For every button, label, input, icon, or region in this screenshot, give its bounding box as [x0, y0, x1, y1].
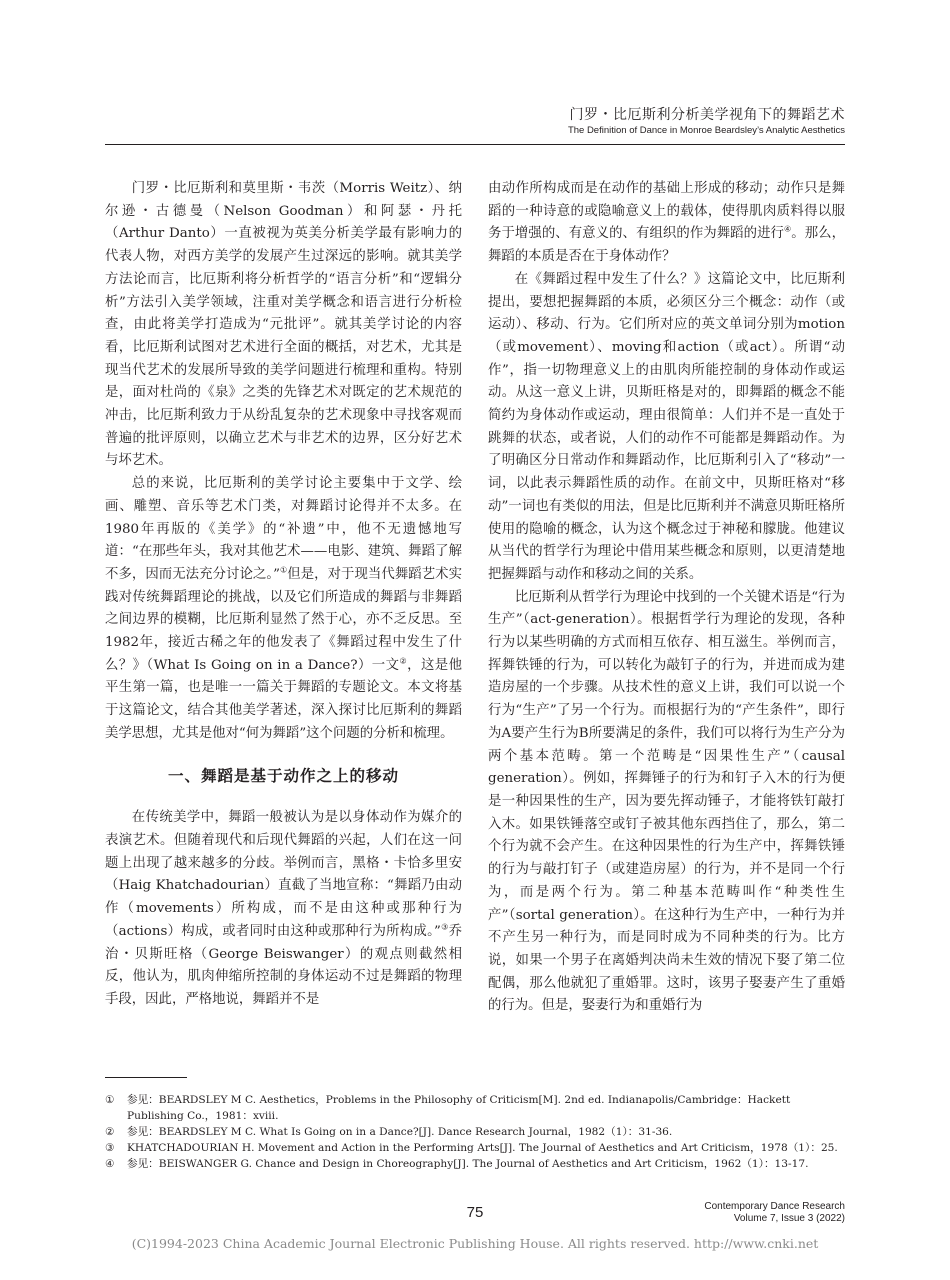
running-header-subtitle: The Definition of Dance in Monroe Beardsley’s Analytic Aesthetics — [567, 125, 845, 136]
right-column — [488, 178, 845, 1018]
footnote-text: 参见：BEISWANGER G. Chance and Design in Choreography[J]. The Journal of Aesthetics and Art Criticism，1962（1）：13-17. — [127, 1158, 809, 1170]
footnote-ref-2[interactable]: ② — [399, 656, 408, 666]
footnote-text: 参见：BEARDSLEY M C. What Is Going on in a Dance?[J]. Dance Research Journal，1982（1）：31-36. — [127, 1126, 673, 1138]
journal-name: Contemporary Dance Research — [704, 1201, 845, 1212]
paragraph-section-1: 在传统美学中，舞蹈一般被认为是以身体动作为媒介的表演艺术。但随着现代和后现代舞蹈的兴起，人们在这一问题上出现了越来越多的分歧。举例而言，黑格・卡恰多里安（Haig Khatchadourian）直截了当地宣称：“舞蹈乃由动作（movements）所构成，而不是由这种或那种行为（actions）构成，或者同时由这种或那种行为所构成。”③乔治・贝斯旺格（George Beiswanger）的观点则截然相反，他认为，肌肉伸缩所控制的身体运动不过是舞蹈的物理手段，因此，严格地说，舞蹈并不是 — [105, 810, 462, 1007]
footnote-text: KHATCHADOURIAN H. Movement and Action in the Performing Arts[J]. The Journal of Aesthetics and Art Criticism，1978（1）：25. — [127, 1142, 838, 1154]
footnote-text: 参见：BEARDSLEY M C. Aesthetics，Problems in the Philosophy of Criticism[M]. 2nd ed. Indianapolis/Cambridge：Hackett Publishing Co.，1981：xviii. — [127, 1094, 791, 1122]
footnote-ref-1[interactable]: ① — [279, 565, 288, 575]
footnote-number: ③ — [105, 1142, 115, 1154]
paragraph-act-generation: 比厄斯利从哲学行为理论中找到的一个关键术语是“行为生产”（act-generation）。根据哲学行为理论的发现，各种行为以某些明确的方式而相互依存、相互滋生。举例而言，挥舞铁锤的行为，可以转化为敲钉子的行为，并进而成为建造房屋的一个步骤。从技术性的意义上讲，我们可以说一个行为“生产”了另一个行为。而根据行为的“产生条件”，即行为A要产生行为B所要满足的条件，我们可以将行为生产分为两个基本范畴。第一个范畴是“因果性生产”（causal generation）。例如，挥舞锤子的行为和钉子入木的行为便是一种因果性的生产，因为要先挥动锤子，才能将铁钉敲打入木。如果铁锤落空或钉子被其他东西挡住了，那么，第二个行为就不会产生。在这种因果性的行为生产中，挥舞铁锤的行为与敲打钉子（或建造房屋）的行为，并不是同一个行为，而是两个行为。第二种基本范畴叫作“种类性生产”（sortal generation）。在这种行为生产中，一种行为并不产生另一种行为，而是同时成为不同种类的行为。比方说，如果一个男子在离婚判决尚未生效的情况下娶了第二位配偶，那么他就犯了重婚罪。这时，该男子娶妻产生了重婚的行为。但是，娶妻行为和重婚行为 — [488, 589, 845, 1014]
journal-issue: Volume 7, Issue 3 (2022) — [733, 1213, 845, 1224]
footnote-ref-3[interactable]: ③ — [440, 922, 449, 932]
journal-info — [704, 1201, 845, 1225]
running-header-title: 门罗・比厄斯利分析美学视角下的舞蹈艺术 — [569, 107, 845, 123]
footnote-number: ② — [105, 1126, 115, 1138]
copyright-watermark: (C)1994-2023 China Academic Journal Electronic Publishing House. All rights reserved. http://www.cnki.net — [131, 1236, 819, 1251]
paragraph-intro: 门罗・比厄斯利和莫里斯・韦茨（Morris Weitz）、纳尔逊・古德曼（Nelson Goodman）和阿瑟・丹托（Arthur Danto）一直被视为英美分析美学最有影响力的代表人物，对西方美学的发展产生过深远的影响。就其美学方法论而言，比厄斯利将分析哲学的“语言分析”和“逻辑分析”方法引入美学领域，注重对美学概念和语言进行分析检查，由此将美学打造成为“元批评”。就其美学讨论的内容看，比厄斯利试图对艺术进行全面的概括，对艺术，尤其是现当代艺术的发展所导致的美学问题进行梳理和重构。特别是，面对杜尚的《泉》之类的先锋艺术对既定的艺术规范的冲击，比厄斯利致力于从纷乱复杂的艺术现象中寻找客观而普遍的批评原则，以确立艺术与非艺术的边界，区分好艺术与坏艺术。 — [105, 181, 462, 469]
footnote-number: ① — [105, 1094, 115, 1106]
footnote — [105, 1124, 845, 1140]
page-number: 75 — [466, 1204, 484, 1221]
footnotes — [105, 1092, 845, 1172]
footnote — [105, 1156, 845, 1172]
footnote-divider — [105, 1077, 187, 1078]
footnote — [105, 1140, 845, 1156]
footnote-ref-4[interactable]: ④ — [784, 224, 792, 234]
header-divider — [105, 144, 845, 145]
footnote — [105, 1092, 845, 1124]
left-column — [105, 178, 462, 1012]
section-heading: 一、舞蹈是基于动作之上的移动 — [167, 766, 399, 785]
paragraph-overview: 总的来说，比厄斯利的美学讨论主要集中于文学、绘画、雕塑、音乐等艺术门类，对舞蹈讨论得并不太多。在1980年再版的《美学》的“补遗”中，他不无遗憾地写道：“在那些年头，我对其他艺术——电影、建筑、舞蹈了解不多，因而无法充分讨论之。”①但是，对于现当代舞蹈艺术实践对传统舞蹈理论的挑战，以及它们所造成的舞蹈与非舞蹈之间边界的模糊，比厄斯利显然了然于心，亦不乏反思。至1982年，接近古稀之年的他发表了《舞蹈过程中发生了什么？》（What Is Going on in a Dance?）一文②，这是他平生第一篇，也是唯一一篇关于舞蹈的专题论文。本文将基于这篇论文，结合其他美学著述，深入探讨比厄斯利的舞蹈美学思想，尤其是他对“何为舞蹈”这个问题的分析和梳理。 — [105, 476, 463, 741]
paragraph-three-concepts: 在《舞蹈过程中发生了什么？》这篇论文中，比厄斯利提出，要想把握舞蹈的本质，必须区分三个概念：动作（或运动）、移动、行为。它们所对应的英文单词分别为motion（或movement）、moving和action（或act）。所谓“动作”，指一切物理意义上的由肌肉所能控制的身体动作或运动。从这一意义上讲，贝斯旺格是对的，即舞蹈的概念不能简约为身体动作或运动，理由很简单：人们并不是一直处于跳舞的状态，或者说，人们的动作不可能都是舞蹈动作。为了明确区分日常动作和舞蹈动作，比厄斯利引入了“移动”一词，以此表示舞蹈性质的动作。在前文中，贝斯旺格对“移动”一词也有类似的用法，但是比厄斯利并不满意贝斯旺格所使用的隐喻的概念，认为这个概念过于神秘和朦胧。他建议从当代的哲学行为理论中借用某些概念和原则，以更清楚地把握舞蹈与动作和移动之间的关系。 — [488, 271, 845, 582]
paragraph-continued: 由动作所构成而是在动作的基础上形成的移动；动作只是舞蹈的一种诗意的或隐喻意义上的载体，使得肌肉质料得以服务于增强的、有意义的、有组织的作为舞蹈的进行④。那么，舞蹈的本质是否在于身体动作？ — [488, 181, 846, 265]
footnote-number: ④ — [105, 1158, 115, 1170]
